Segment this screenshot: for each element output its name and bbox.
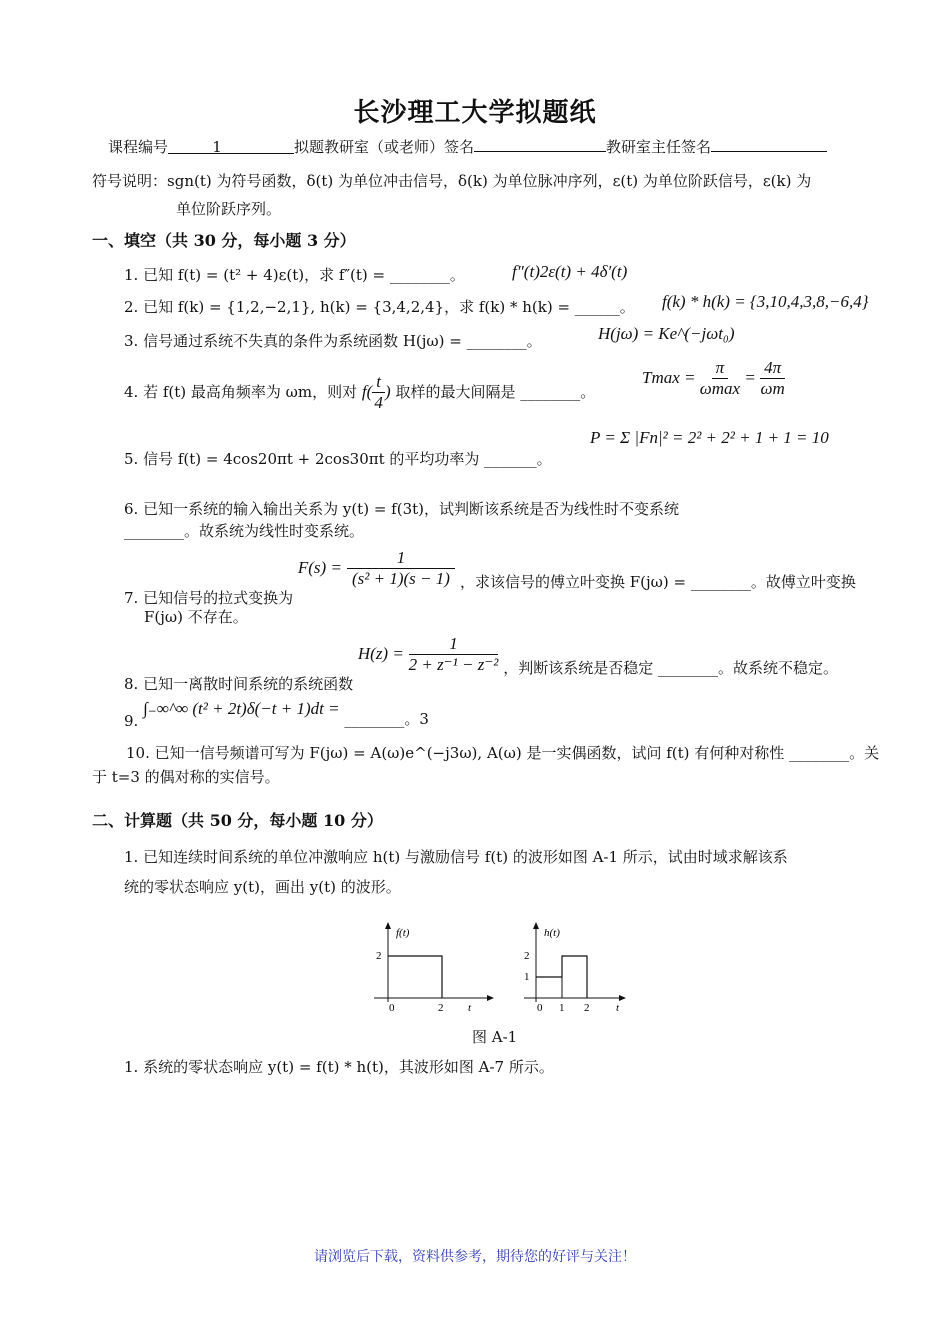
answer-4-frac2-den: ωm: [760, 379, 785, 399]
answer-4-eq: =: [744, 367, 756, 387]
answer-4-frac2-num: 4π: [760, 358, 785, 379]
page-title: 长沙理工大学拟题纸: [353, 98, 597, 128]
f-ytick-2: 2: [376, 950, 382, 962]
question-7: [124, 548, 856, 607]
question-6-line2: ________。故系统为线性时变系统。: [124, 522, 365, 540]
answer-4-frac1-den: ωmax: [699, 379, 741, 399]
calc-question-1-line2: 统的零状态响应 y(t)，画出 y(t) 的波形。: [124, 878, 401, 896]
figure-a1: [360, 918, 640, 1018]
header-signature-line: [108, 136, 827, 157]
question-9: [124, 698, 429, 730]
answer-4-frac1-num: π: [712, 358, 729, 379]
question-4-text-b: 取样的最大间隔是 ________。: [395, 382, 596, 401]
question-1-text: 1. 已知 f(t) = (t² + 4)ε(t)，求 f″(t) = ________。: [124, 266, 465, 284]
calc-answer-1: 1. 系统的零状态响应 y(t) = f(t) * h(t)，其波形如图 A-7 所示。: [124, 1058, 554, 1076]
question-8-num: 1: [409, 634, 498, 655]
question-5: 5. 信号 f(t) = 4cos20πt + 2cos30πt 的平均功率为 _______。: [124, 450, 552, 468]
question-4-frac-den: 4: [374, 393, 383, 413]
question-4: [124, 372, 595, 414]
symbol-note-label: 符号说明：: [92, 172, 168, 190]
question-4-text-a: 4. 若 f(t) 最高角频率为 ωm，则对: [124, 382, 358, 401]
symbol-note-line2: 单位阶跃序列。: [176, 200, 282, 218]
answer-5: P = Σ |Fn|² = 2² + 2² + 1 + 1 = 10: [590, 428, 829, 447]
symbol-note-line1: sgn(t) 为符号函数，δ(t) 为单位冲击信号，δ(k) 为单位脉冲序列，ε(t) 为单位阶跃信号，ε(k) 为: [167, 172, 812, 190]
question-8-lhs: H(z) =: [357, 643, 404, 663]
question-6: 6. 已知一系统的输入输出关系为 y(t) = f(3t)，试判断该系统是否为线性时不变系统: [124, 500, 679, 518]
question-2: 2. 已知 f(k) = {1,2,−2,1}, h(k) = {3,4,2,4}，求 f(k) * h(k) = ______。: [124, 298, 635, 316]
f-waveform: [388, 956, 442, 998]
course-code-value: 1: [212, 138, 222, 156]
h-xlabel: t: [616, 1002, 620, 1014]
director-sign-blank: [711, 136, 827, 152]
question-4-func: f( $\frac{t}{4}$ ): [361, 372, 391, 413]
plot-h-t: [524, 922, 626, 1014]
h-x-arrow: [619, 995, 626, 1001]
h-ylabel: h(t): [544, 927, 560, 939]
h-ytick-2: 2: [524, 950, 530, 962]
question-8-text-a: 8. 已知一离散时间系统的系统函数: [124, 674, 354, 693]
question-7-num: 1: [347, 548, 456, 569]
course-code-label: 课程编号: [108, 138, 169, 156]
question-8: [124, 634, 838, 693]
answer-1: f″(t)2ε(t) + 4δ′(t): [512, 262, 628, 281]
f-x-arrow: [487, 995, 494, 1001]
h-xtick-2: 2: [584, 1002, 590, 1014]
question-7-text-b: ，求该信号的傅立叶变换 F(jω) = ________。故傅立叶变换: [459, 572, 856, 591]
question-7-line2: F(jω) 不存在。: [144, 608, 248, 626]
question-4-frac-num: t: [372, 372, 385, 393]
h-y-arrow: [533, 922, 539, 929]
answer-4: [642, 358, 785, 400]
answer-3: H(jω) = Ke^(−jωt₀): [598, 324, 735, 343]
question-3: 3. 信号通过系统不失真的条件为系统函数 H(jω) = ________。: [124, 332, 542, 350]
figure-caption: 图 A-1: [472, 1028, 518, 1046]
question-9-prefix: 9.: [124, 712, 139, 730]
teacher-sign-blank: [474, 136, 606, 152]
answer-4-lhs: Tmax =: [642, 367, 696, 387]
answer-2: f(k) * h(k) = {3,10,4,3,8,−6,4}: [662, 292, 869, 311]
f-y-arrow: [385, 922, 391, 929]
h-ytick-1: 1: [524, 971, 530, 983]
question-7-den: (s² + 1)(s − 1): [351, 569, 450, 589]
question-1: [124, 264, 465, 285]
question-8-text-b: ，判断该系统是否稳定 ________。故系统不稳定。: [503, 658, 838, 677]
question-7-lhs: F(s) =: [297, 557, 342, 577]
f-ylabel: f(t): [396, 927, 410, 939]
teacher-sign-label: 拟题教研室（或老师）签名: [294, 138, 475, 156]
question-9-blank: ________。3: [344, 710, 429, 728]
symbol-note: [92, 170, 811, 191]
question-10: 10. 已知一信号频谱可写为 F(jω) = A(ω)e^(−j3ω), A(ω) 是一实偶函数，试问 f(t) 有何种对称性 ________。关: [126, 744, 880, 762]
f-xtick-2: 2: [438, 1002, 444, 1014]
question-7-text-a: 7. 已知信号的拉式变换为: [124, 588, 294, 607]
question-10-line2: 于 t=3 的偶对称的实信号。: [92, 768, 280, 786]
f-xlabel: t: [468, 1002, 472, 1014]
question-8-den: 2 + z⁻¹ − z⁻²: [408, 655, 499, 675]
page-footer: 请浏览后下载，资料供参考，期待您的好评与关注！: [314, 1249, 636, 1265]
h-xtick-0: 0: [537, 1002, 543, 1014]
section1-heading: 一、填空（共 30 分，每小题 3 分）: [92, 231, 356, 250]
f-xtick-0: 0: [389, 1002, 395, 1014]
section2-heading: 二、计算题（共 50 分，每小题 10 分）: [92, 811, 383, 830]
director-sign-label: 教研室主任签名: [606, 138, 712, 156]
question-9-expr: ∫₋∞^∞ (t² + 2t)δ(−t + 1)dt =: [143, 699, 340, 718]
h-xtick-1: 1: [559, 1002, 565, 1014]
plot-f-t: [374, 922, 494, 1014]
calc-question-1: 1. 已知连续时间系统的单位冲激响应 h(t) 与激励信号 f(t) 的波形如图 A-1 所示，试由时域求解该系: [124, 848, 788, 866]
